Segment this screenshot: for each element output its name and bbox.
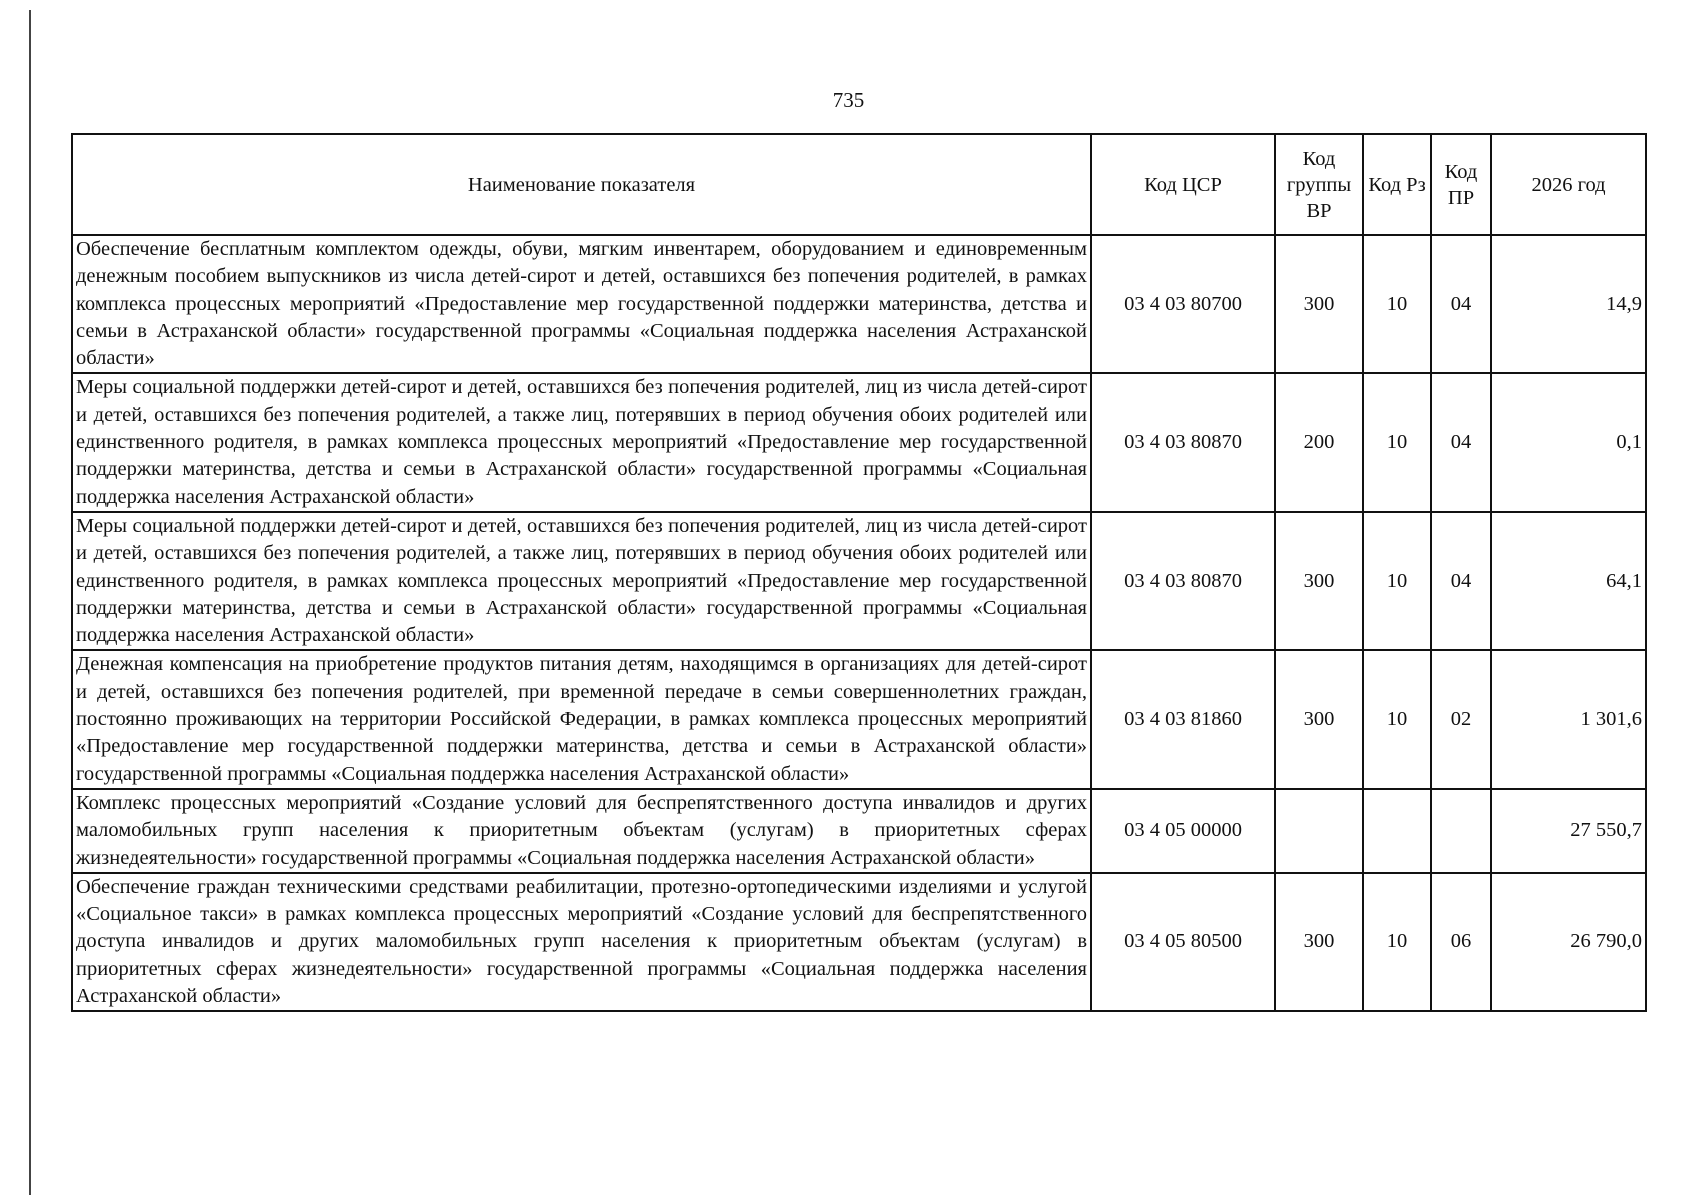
cell-csr-code: 03 4 03 80870 — [1091, 512, 1275, 650]
table-header-row — [72, 134, 1646, 235]
table-row — [72, 512, 1646, 650]
binding-margin-line — [29, 10, 31, 1195]
page-number: 735 — [832, 88, 865, 112]
cell-pr-code: 04 — [1431, 373, 1491, 511]
cell-vr-code: 300 — [1275, 235, 1363, 373]
header-vr-group-code: Код группы ВР — [1275, 134, 1363, 235]
header-name: Наименование показателя — [72, 134, 1091, 235]
table-row — [72, 373, 1646, 511]
cell-vr-code — [1275, 789, 1363, 873]
header-year-2026: 2026 год — [1491, 134, 1646, 235]
table-row — [72, 235, 1646, 373]
table-row — [72, 789, 1646, 873]
cell-rz-code: 10 — [1363, 512, 1431, 650]
cell-pr-code: 04 — [1431, 235, 1491, 373]
cell-vr-code: 300 — [1275, 512, 1363, 650]
cell-vr-code: 300 — [1275, 650, 1363, 788]
cell-vr-code: 300 — [1275, 873, 1363, 1011]
table-row — [72, 873, 1646, 1011]
cell-amount: 27 550,7 — [1491, 789, 1646, 873]
cell-name: Обеспечение граждан техническими средствами реабилитации, протезно-ортопедическими изделиями и услугой «Социальное такси» в рамках комплекса процессных мероприятий «Создание условий для беспрепятственного доступа инвалидов и других маломобильных групп населения к приоритетным объектам (услугам) в приоритетных сферах жизнедеятельности» государственной программы «Социальная поддержка населения Астраханской области» — [72, 873, 1091, 1011]
budget-table — [71, 133, 1647, 1012]
cell-amount: 1 301,6 — [1491, 650, 1646, 788]
cell-rz-code — [1363, 789, 1431, 873]
cell-pr-code: 06 — [1431, 873, 1491, 1011]
cell-rz-code: 10 — [1363, 873, 1431, 1011]
cell-csr-code: 03 4 03 80700 — [1091, 235, 1275, 373]
header-pr-code: Код ПР — [1431, 134, 1491, 235]
cell-name: Денежная компенсация на приобретение продуктов питания детям, находящимся в организациях для детей-сирот и детей, оставшихся без попечения родителей, при временной передаче в семьи совершеннолетних граждан, постоянно проживающих на территории Российской Федерации, в рамках комплекса процессных мероприятий «Предоставление мер государственной поддержки материнства, детства и семьи в Астраханской области» государственной программы «Социальная поддержка населения Астраханской области» — [72, 650, 1091, 788]
cell-name: Меры социальной поддержки детей-сирот и детей, оставшихся без попечения родителей, лиц из числа детей-сирот и детей, оставшихся без попечения родителей, а также лиц, потерявших в период обучения обоих родителей или единственного родителя, в рамках комплекса процессных мероприятий «Предоставление мер государственной поддержки материнства, детства и семьи в Астраханской области» государственной программы «Социальная поддержка населения Астраханской области» — [72, 373, 1091, 511]
cell-pr-code — [1431, 789, 1491, 873]
cell-rz-code: 10 — [1363, 235, 1431, 373]
cell-rz-code: 10 — [1363, 650, 1431, 788]
cell-csr-code: 03 4 03 80870 — [1091, 373, 1275, 511]
cell-amount: 0,1 — [1491, 373, 1646, 511]
cell-rz-code: 10 — [1363, 373, 1431, 511]
cell-name: Обеспечение бесплатным комплектом одежды, обуви, мягким инвентарем, оборудованием и единовременным денежным пособием выпускников из числа детей-сирот и детей, оставшихся без попечения родителей, в рамках комплекса процессных мероприятий «Предоставление мер государственной поддержки материнства, детства и семьи в Астраханской области» государственной программы «Социальная поддержка населения Астраханской области» — [72, 235, 1091, 373]
cell-csr-code: 03 4 03 81860 — [1091, 650, 1275, 788]
header-rz-code: Код Рз — [1363, 134, 1431, 235]
cell-amount: 14,9 — [1491, 235, 1646, 373]
cell-name: Меры социальной поддержки детей-сирот и детей, оставшихся без попечения родителей, лиц из числа детей-сирот и детей, оставшихся без попечения родителей, а также лиц, потерявших в период обучения обоих родителей или единственного родителя, в рамках комплекса процессных мероприятий «Предоставление мер государственной поддержки материнства, детства и семьи в Астраханской области» государственной программы «Социальная поддержка населения Астраханской области» — [72, 512, 1091, 650]
cell-csr-code: 03 4 05 00000 — [1091, 789, 1275, 873]
cell-pr-code: 04 — [1431, 512, 1491, 650]
cell-amount: 64,1 — [1491, 512, 1646, 650]
cell-name: Комплекс процессных мероприятий «Создание условий для беспрепятственного доступа инвалидов и других маломобильных групп населения к приоритетным объектам (услугам) в приоритетных сферах жизнедеятельности» государственной программы «Социальная поддержка населения Астраханской области» — [72, 789, 1091, 873]
cell-pr-code: 02 — [1431, 650, 1491, 788]
cell-vr-code: 200 — [1275, 373, 1363, 511]
table-row — [72, 650, 1646, 788]
cell-amount: 26 790,0 — [1491, 873, 1646, 1011]
header-csr-code: Код ЦСР — [1091, 134, 1275, 235]
cell-csr-code: 03 4 05 80500 — [1091, 873, 1275, 1011]
